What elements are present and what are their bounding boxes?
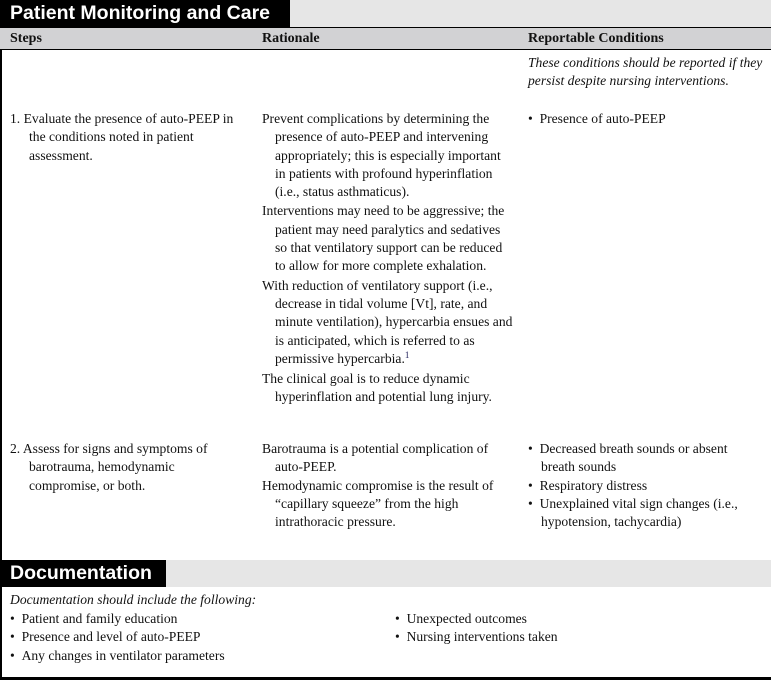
documentation-item: • Nursing interventions taken — [395, 629, 558, 645]
left-border-rule-documentation — [0, 587, 2, 680]
step-1-text: 1. Evaluate the presence of auto-PEEP in the conditions noted in patient assessment. — [10, 111, 234, 163]
rationale-1d: The clinical goal is to reduce dynamic hyperinflation and potential lung injury. — [262, 371, 492, 405]
table-row-1-step — [10, 110, 240, 165]
rationale-2b: Hemodynamic compromise is the result of “capillary squeeze” from the high intrathoracic pressure. — [262, 477, 494, 530]
documentation-item: • Unexpected outcomes — [395, 611, 527, 626]
reportable-intro-note: These conditions should be reported if they persist despite nursing interventions. — [528, 55, 763, 89]
reportable-2c: • Unexplained vital sign changes (i.e., hypotension, tachycardia) — [528, 495, 738, 530]
rationale-1a: Prevent complications by determining the presence of auto-PEEP and intervening appropriately; this is especially important in patients with profound hyperinflation (i.e., status asthmaticus). — [262, 111, 501, 200]
column-header-rationale: Rationale — [262, 31, 320, 46]
rationale-1c: With reduction of ventilatory support (i.e., decrease in tidal volume [Vt], rate, and minute ventilation), hypercarbia ensues and is anticipated, which is referred to as permissive hypercarbia.$^1$ — [262, 277, 513, 366]
step-2-text: 2. Assess for signs and symptoms of barotrauma, hemodynamic compromise, or both. — [10, 441, 208, 493]
table-row-2-reportable — [528, 440, 764, 531]
table-row-1-reportable — [528, 110, 764, 128]
reportable-2b: • Respiratory distress — [528, 477, 648, 493]
rationale-1b: Interventions may need to be aggressive; the patient may need paralytics and sedatives so that ventilatory support can be reduced to allow for more complete exhalation. — [262, 203, 505, 274]
patient-monitoring-title: Patient Monitoring and Care — [0, 0, 290, 27]
documentation-item: • Any changes in ventilator parameters — [10, 647, 225, 663]
table-row-2-step — [10, 440, 240, 495]
table-row-1-rationale — [262, 110, 514, 407]
column-header-steps: Steps — [10, 31, 42, 46]
documentation-right-list — [395, 610, 765, 647]
table-row-2-rationale — [262, 440, 514, 531]
footnote-marker: 1 — [404, 349, 410, 360]
column-header-reportable: Reportable Conditions — [528, 31, 664, 46]
documentation-item: • Presence and level of auto-PEEP — [10, 629, 201, 645]
rationale-2a: Barotrauma is a potential complication of auto-PEEP. — [262, 441, 489, 475]
documentation-title: Documentation — [0, 560, 166, 587]
reportable-2a: • Decreased breath sounds or absent breath sounds — [528, 441, 728, 475]
documentation-intro: Documentation should include the following: — [10, 592, 257, 607]
reportable-1a: • Presence of auto-PEEP — [528, 111, 666, 126]
documentation-header-bar — [0, 560, 771, 587]
documentation-left-list — [10, 610, 380, 665]
documentation-item: • Patient and family education — [10, 611, 178, 626]
column-header-row — [0, 27, 771, 50]
left-border-rule — [0, 50, 2, 560]
